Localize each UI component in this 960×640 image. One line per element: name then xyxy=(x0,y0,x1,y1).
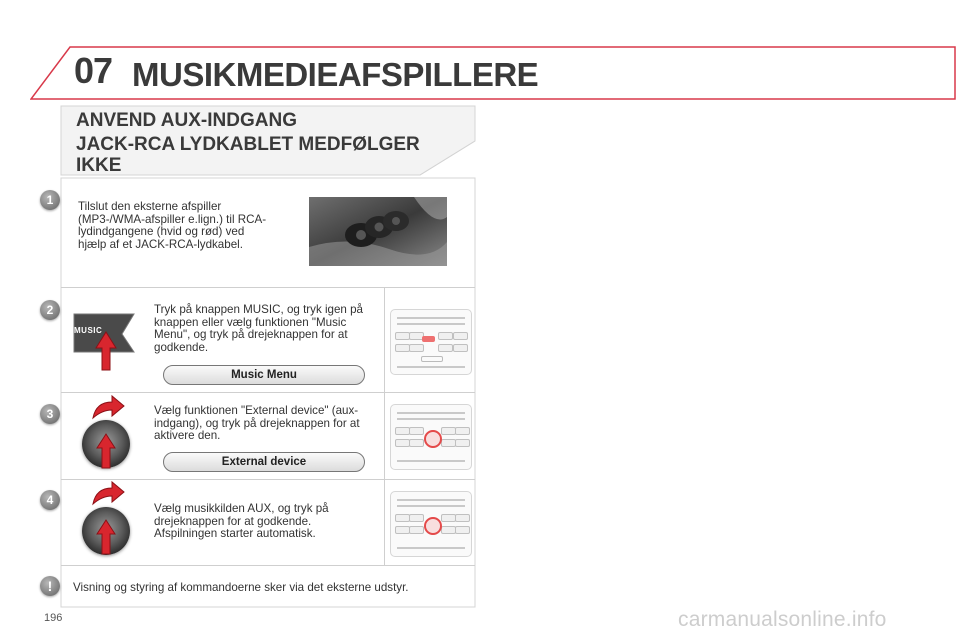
step-2-text: Tryk på knappen MUSIC, og tryk igen på knappen eller vælg funktionen "Music Menu", og tryk på drejeknappen for at godkende. xyxy=(154,303,363,354)
knob-highlight xyxy=(424,517,442,535)
row-divider xyxy=(61,392,475,393)
red-curved-arrow-icon xyxy=(90,480,126,506)
music-button-highlight xyxy=(422,336,435,342)
knob-highlight xyxy=(424,430,442,448)
music-button-label: MUSIC xyxy=(74,326,103,335)
watermark: carmanualsonline.info xyxy=(678,608,887,631)
page-number: 196 xyxy=(44,612,63,624)
step-badge: 2 xyxy=(40,300,60,320)
step-3-text: Vælg funktionen "External device" (aux-indgang), og tryk på drejeknappen for at aktivere den. xyxy=(154,404,360,443)
page-title: MUSIKMEDIEAFSPILLERE xyxy=(132,56,539,93)
red-arrow-up-icon xyxy=(95,518,117,556)
aux-sockets-photo xyxy=(309,197,447,266)
red-arrow-up-icon xyxy=(95,432,117,470)
red-curved-arrow-icon xyxy=(90,394,126,420)
column-divider xyxy=(384,288,385,565)
step-1-text: Tilslut den eksterne afspiller (MP3-/WMA-afspiller e.lign.) til RCA-lydindgangene (hvid og rød) ved hjælp af et JACK-RCA-lydkabel. xyxy=(78,200,267,251)
chapter-number: 07 xyxy=(74,50,113,91)
music-menu-option[interactable]: Music Menu xyxy=(163,365,365,385)
radio-panel xyxy=(390,309,472,375)
external-device-option[interactable]: External device xyxy=(163,452,365,472)
step-badge: 4 xyxy=(40,490,60,510)
note-text: Visning og styring af kommandoerne sker via det eksterne udstyr. xyxy=(73,581,409,594)
step-4-text: Vælg musikkilden AUX, og tryk på drejeknappen for at godkende. Afspilningen starter automatisk. xyxy=(154,502,329,541)
section-subheading: JACK-RCA LYDKABLET MEDFØLGER IKKE xyxy=(76,134,420,176)
row-divider xyxy=(61,565,475,566)
radio-panel xyxy=(390,404,472,470)
step-badge: 3 xyxy=(40,404,60,424)
row-divider xyxy=(61,287,475,288)
warning-icon: ! xyxy=(40,576,60,596)
red-arrow-up-icon xyxy=(94,330,118,372)
radio-panel xyxy=(390,491,472,557)
step-badge: 1 xyxy=(40,190,60,210)
section-heading: ANVEND AUX-INDGANG xyxy=(76,110,297,131)
